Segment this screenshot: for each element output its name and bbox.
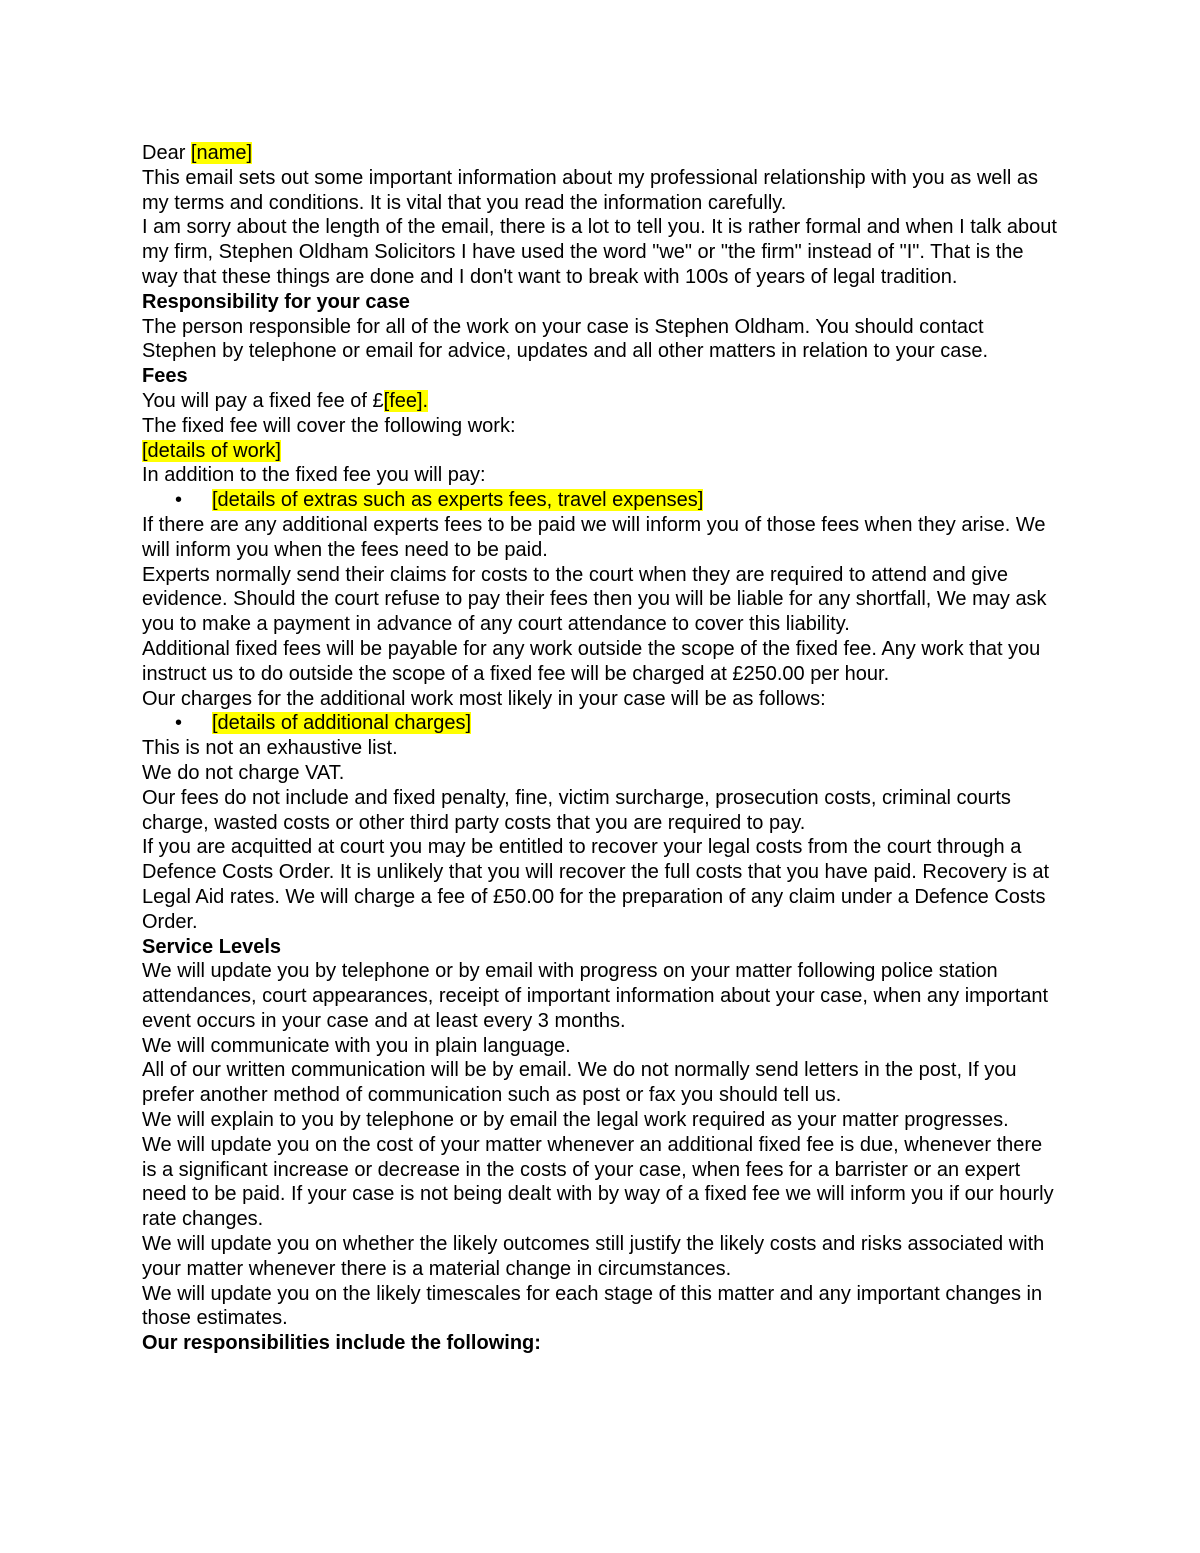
responsibilities-heading: Our responsibilities include the following: [142,1332,541,1355]
list-item-extras [142,488,1062,513]
intro-paragraph-1: This email sets out some important information about my professional relationship with you as well as my terms and conditions. It is vital that you read the information carefully. [142,166,1038,214]
salutation-text: Dear [142,142,191,164]
service-paragraph-progress: We will update you by telephone or by email with progress on your matter following police station attendances, court appearances, receipt of important information about your case, when any important event occurs in your case and at least every 3 months. [142,960,1049,1032]
letter-body [142,141,1062,1356]
fees-paragraph-experts-claims: Experts normally send their claims for costs to the court when they are required to attend and give evidence. Should the court refuse to pay their fees then you will be liable for any shortfall, We may ask you to make a payment in advance of any court attendance to cover this liability. [142,563,1047,636]
extras-placeholder: [details of extras such as experts fees, travel expenses] [212,489,704,512]
fixed-fee-line [142,389,1062,414]
work-details-placeholder: [details of work] [142,439,281,462]
list-item-additional-charges [142,711,1062,736]
service-paragraph-outcomes: We will update you on whether the likely outcomes still justify the likely costs and risks associated with your matter whenever there is a material change in circumstances. [142,1233,1045,1280]
service-paragraph-cost-updates: We will update you on the cost of your matter whenever an additional fixed fee is due, whenever there is a significant increase or decrease in the costs of your case, when fees for a barrister or an expert need to be paid. If your case is not being dealt with by way of a fixed fee we will inform you if our hourly rate changes. [142,1133,1054,1231]
name-placeholder: [name] [190,142,253,164]
fees-paragraph-defence-costs: If you are acquitted at court you may be entitled to recover your legal costs from the court through a Defence Costs Order. It is unlikely that you will recover the full costs that you have paid. Recovery is at Legal Aid rates. We will charge a fee of £50.00 for the preparation of any claim under a Defence Costs Order. [142,836,1050,933]
fees-heading: Fees [142,365,188,388]
fees-paragraph-not-exhaustive: This is not an exhaustive list. [142,737,398,760]
responsibility-paragraph: The person responsible for all of the work on your case is Stephen Oldham. You should contact Stephen by telephone or email for advice, updates and all other matters in relation to your case. [142,315,989,363]
service-paragraph-explain: We will explain to you by telephone or by email the legal work required as your matter progresses. [142,1109,1009,1132]
additional-charges-placeholder: [details of additional charges] [212,712,472,735]
fixed-fee-cover-line: The fixed fee will cover the following work: [142,414,516,437]
work-details-line [142,439,1062,464]
service-levels-heading: Service Levels [142,935,281,958]
addition-line: In addition to the fixed fee you will pay: [142,464,486,487]
responsibility-heading: Responsibility for your case [142,290,410,313]
fee-placeholder: [fee]. [383,389,429,412]
fixed-fee-prefix: You will pay a fixed fee of £ [142,389,384,412]
fees-paragraph-additional-fixed: Additional fixed fees will be payable for any work outside the scope of the fixed fee. Any work that you instruct us to do outside the scope of a fixed fee will be charged at £250.00 per hour. [142,637,1041,685]
bullet-icon: • [175,712,183,735]
intro-paragraph-2: I am sorry about the length of the email, there is a lot to tell you. It is rather formal and when I talk about my firm, Stephen Oldham Solicitors I have used the word "we" or "the firm" instead of "I". That is the way that these things are done and I don't want to break with 100s of years of legal tradition. [142,216,1057,288]
service-paragraph-plain-language: We will communicate with you in plain language. [142,1034,571,1057]
fees-paragraph-exclusions: Our fees do not include and fixed penalty, fine, victim surcharge, prosecution costs, criminal courts charge, wasted costs or other third party costs that you are required to pay. [142,786,1011,834]
salutation [142,141,1062,166]
bullet-icon: • [175,489,183,512]
fees-paragraph-experts-inform: If there are any additional experts fees to be paid we will inform you of those fees when they arise. We will inform you when the fees need to be paid. [142,513,1046,561]
fees-paragraph-charges-intro: Our charges for the additional work most likely in your case will be as follows: [142,687,826,710]
service-paragraph-timescales: We will update you on the likely timescales for each stage of this matter and any important changes in those estimates. [142,1282,1043,1330]
service-paragraph-email: All of our written communication will be by email. We do not normally send letters in the post, If you prefer another method of communication such as post or fax you should tell us. [142,1059,1017,1107]
fees-paragraph-vat: We do not charge VAT. [142,761,345,784]
